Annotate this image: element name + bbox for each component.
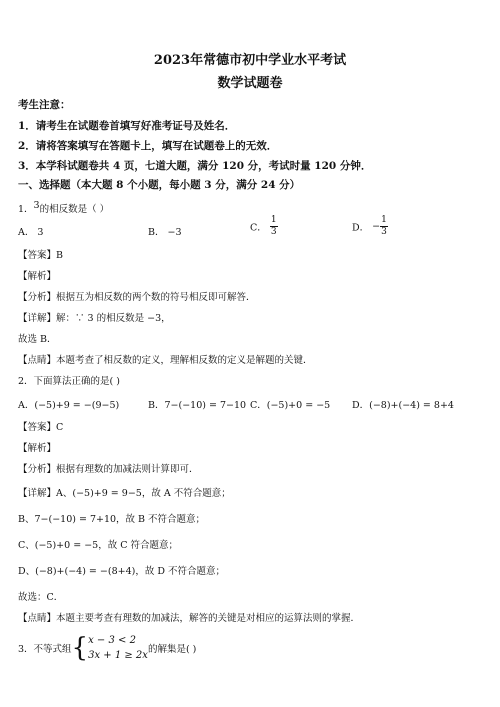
q1-option-c[interactable]: C． $\frac{1}{3}$ — [250, 215, 277, 237]
q1-option-b[interactable]: B． −3 — [148, 227, 182, 238]
q2-xiangjie-c: C、(−5)+0 = −5，故 C 符合题意； — [18, 540, 179, 551]
notice-item-3: 3．本学科试题卷共 4 页，七道大题，满分 120 分，考试时量 120 分钟． — [18, 160, 372, 172]
q1-stem-text: 的相反数是（ ） — [39, 204, 110, 215]
q2-xiangjie-a: 【详解】A、(−5)+9 = 9−5，故 A 不符合题意； — [18, 488, 231, 499]
exam-subtitle: 数学试题卷 — [217, 76, 283, 91]
q1-option-d[interactable]: D． − $\frac{1}{3}$ — [352, 215, 387, 237]
q2-analysis: 【解析】 — [18, 443, 57, 454]
q2-xiangjie-d: D、(−8)+(−4) = −(8+4)，故 D 不符合题意； — [18, 566, 225, 577]
exam-title: 2023年常德市初中学业水平考试 — [153, 53, 347, 68]
q1-analysis: 【解析】 — [18, 271, 57, 282]
q2-option-c[interactable]: C．(−5)+0 = −5 — [250, 400, 331, 411]
notice-item-2: 2．请将答案填写在答题卡上，填写在试题卷上的无效． — [18, 140, 278, 152]
q2-xiangjie-b: B、7−(−10) = 7+10，故 B 不符合题意； — [18, 514, 206, 525]
q2-fenxi: 【分析】根据有理数的加减法则计算即可． — [18, 464, 199, 475]
section-heading: 一、选择题（本大题 8 个小题，每小题 3 分，满分 24 分） — [18, 179, 301, 191]
q1-conclusion: 故选 B． — [18, 334, 57, 345]
q2-answer: 【答案】C — [18, 422, 64, 433]
fraction: $\frac{1}{3}$ — [381, 215, 387, 237]
inequality-system: x − 3 < 2 3x + 1 ≥ 2x — [88, 635, 148, 661]
q2-stem: 2．下面算法正确的是( ) — [18, 376, 120, 387]
q1-dianjing: 【点睛】本题考查了相反数的定义，理解相反数的定义是解题的关键． — [18, 355, 313, 366]
q2-option-d[interactable]: D．(−8)+(−4) = 8+4 — [352, 400, 454, 411]
notice-heading: 考生注意： — [18, 99, 71, 111]
q1-fenxi: 【分析】根据互为相反数的两个数的符号相反即可解答． — [18, 292, 256, 303]
q3-stem-suffix: 的解集是( ) — [147, 644, 197, 655]
q3-stem — [18, 633, 196, 663]
brace: { — [71, 633, 89, 663]
fraction: $\frac{1}{3}$ — [270, 215, 277, 237]
q1-stem — [18, 201, 109, 215]
q1-option-a[interactable]: A． 3 — [18, 227, 44, 238]
notice-item-1: 1．请考生在试题卷首填写好准考证号及姓名． — [18, 120, 236, 132]
q3-stem-prefix: 3．不等式组 — [18, 644, 72, 655]
q2-dianjing: 【点睛】本题主要考查有理数的加减法，解答的关键是对相应的运算法则的掌握． — [18, 613, 361, 624]
q1-xiangjie: 【详解】解：∵ 3 的相反数是 −3， — [18, 313, 171, 324]
q2-option-b[interactable]: B．7−(−10) = 7−10 — [148, 400, 247, 411]
q1-number: 1． — [18, 204, 34, 215]
q1-stem-num: 3 — [33, 200, 40, 211]
q2-option-a[interactable]: A．(−5)+9 = −(9−5) — [18, 400, 120, 411]
q2-conclusion: 故选：C． — [18, 592, 64, 603]
q1-answer: 【答案】B — [18, 250, 63, 261]
